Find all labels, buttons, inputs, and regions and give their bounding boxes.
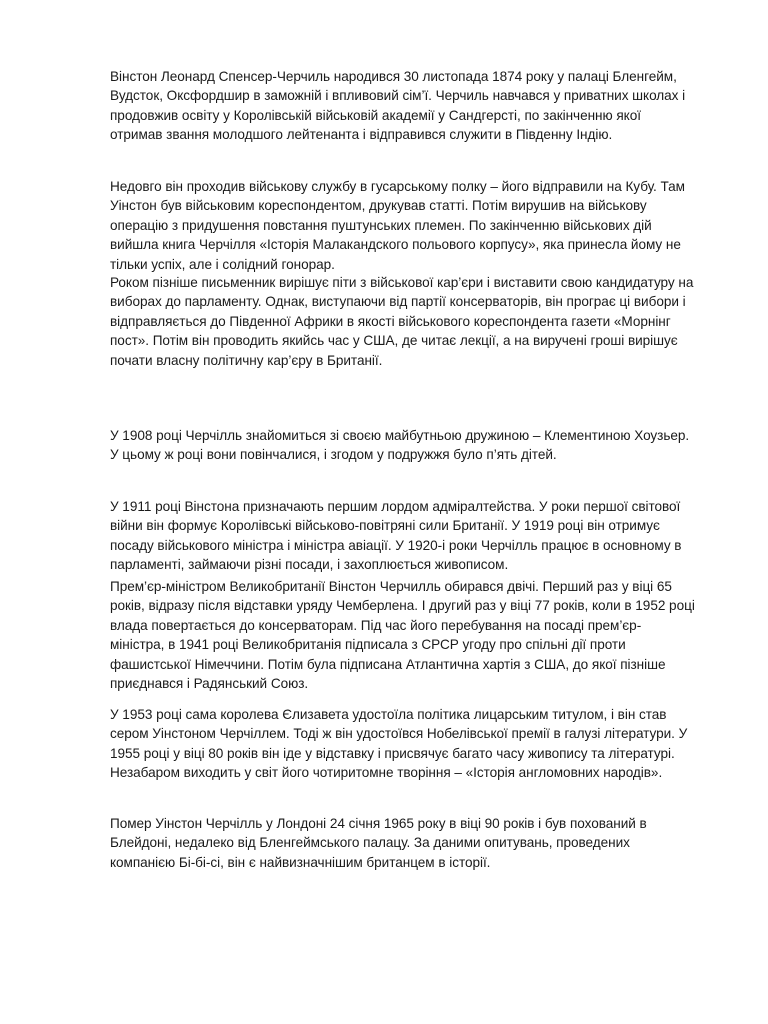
paragraph-prime-minister: Прем’єр-міністром Великобританії Вінстон Черчилль обирався двічі. Перший раз у віці 65 років, відразу після відставки уряду Чемберлена. І другий раз у віці 77 років, коли в 1952 році влада повертається до консерваторам. Під час його перебування на посаді прем’єр-міністра, в 1941 році Великобританія підписала з СРСР угоду про спільні дії проти фашистської Німеччини. Потім була підписана Атлантична хартія з США, до якої пізніше приєднався і Радянський Союз.	[110, 579, 695, 692]
paragraph-death: Помер Уінстон Черчілль у Лондоні 24 січня 1965 року в віці 90 років і був похований в Блейдоні, недалеко від Бленгеймського палацу. За даними опитувань, проведених компанією Бі-бі-сі, він є найвизначнішим британцем в історії.	[110, 816, 647, 870]
paragraph-admiralty: У 1911 році Вінстона призначають першим лордом адміралтейства. У роки першої світової війни він формує Королівські військово-повітряні сили Британії. У 1919 році він отримує посаду військового міністра і міністра авіації. У 1920-і роки Черчілль працює в основному в парламенті, займаючи різні посади, і захоплюється живописом.	[110, 499, 682, 573]
paragraph-military-service: Недовго він проходив військову службу в гусарському полку – його відправили на Кубу. Там Уінстон був військовим кореспондентом, друкував статті. Потім вирушив на військову операцію з придушення повстання пуштунських племен. По закінченню військових дій вийшла книга Черчілля «Історія Малакандского польового корпусу», яка принесла йому не тільки успіх, але і солідний гонорар.	[110, 179, 685, 272]
paragraph-birth-education: Вінстон Леонард Спенсер-Черчиль народився 30 листопада 1874 року у палаці Бленгейм, Вудсток, Оксфордшир в заможній і впливовий сім’ї. Черчиль навчався у приватних школах і продовжив освіту у Королівській військовій академії у Сандгерсті, по закінченню якої отримав звання молодшого лейтенанта і відправився служити в Південну Індію.	[110, 69, 686, 143]
paragraph-political-start: Роком пізніше письменник вирішує піти з військової кар’єри і виставити свою кандидатуру на виборах до парламенту. Однак, виступаючи від партії консерваторів, він програє ці вибори і відправляється до Південної Африки в якості військового кореспондента газети «Морнінг пост». Потім він проводить якийсь час у США, де читає лекції, а на виручені гроші вирішує почати власну політичну кар’єру в Британії.	[110, 275, 694, 368]
paragraph-marriage: У 1908 році Черчілль знайомиться зі своєю майбутньою дружиною – Клементиною Хоузьер. У цьому ж році вони повінчалися, і згодом у подружжя було п’ять дітей.	[110, 428, 690, 463]
paragraph-knighthood-nobel: У 1953 році сама королева Єлизавета удостоїла політика лицарським титулом, і він став сером Уінстоном Черчіллем. Тоді ж він удостоївся Нобелівської премії в галузі літератури. У 1955 році у віці 80 років він іде у відставку і присвячує багато часу живопису та літературі. Незабаром виходить у світ його чотиритомне творіння – «Історія англомовних народів».	[110, 707, 688, 781]
